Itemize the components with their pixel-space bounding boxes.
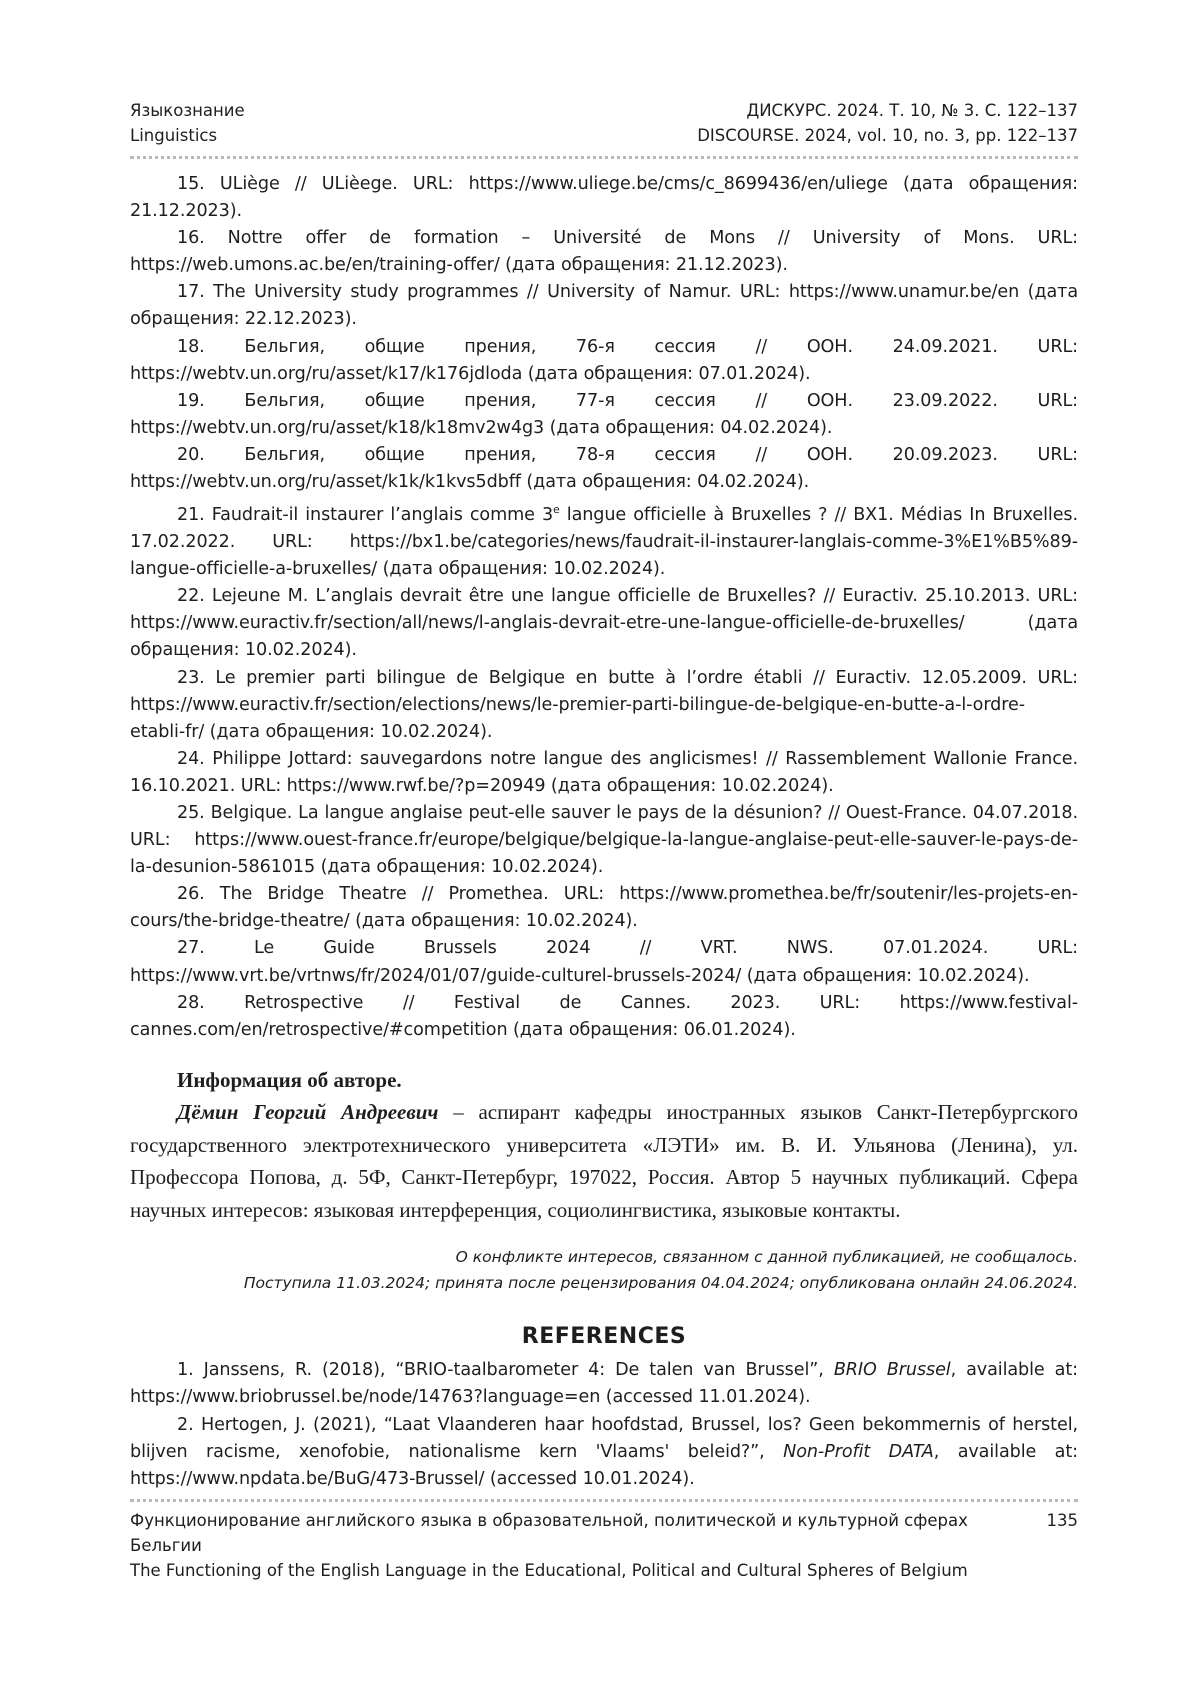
journal-citation-ru: ДИСКУРС. 2024. Т. 10, № 3. С. 122–137 (746, 101, 1078, 120)
reference-item: 18. Бельгия, общие прения, 76-я сессия // ООН. 24.09.2021. URL: https://webtv.un.org/ru/asset/k17/k176jdloda (дата обращения: 07.01.2024). (130, 336, 1078, 384)
page-number: 135 (1046, 1510, 1078, 1530)
reference-item: 24. Philippe Jottard: sauvegardons notre langue des anglicismes! // Rassemblement Wallonie France. 16.10.2021. URL: https://www.rwf.be/?p=20949 (дата обращения: 10.02.2024). (130, 748, 1078, 796)
header-divider (130, 156, 1078, 159)
reference-item: 26. The Bridge Theatre // Promethea. URL: https://www.promethea.be/fr/soutenir/les-projets-en-cours/the-bridge-theatre/ (дата обращения: 10.02.2024). (130, 884, 1078, 932)
publication-dates: Поступила 11.03.2024; принята после рецензирования 04.04.2024; опубликована онлайн 24.06.2024. (243, 1274, 1078, 1293)
publication-meta (130, 1244, 1078, 1296)
journal-page (130, 98, 1078, 1583)
header-left (130, 98, 245, 148)
reference-item (130, 1357, 1078, 1411)
author-info-heading: Информация об авторе. (177, 1067, 402, 1092)
conflict-of-interest: О конфликте интересов, связанном с данной публикацией, не сообщалось. (455, 1248, 1078, 1267)
references-english (130, 1357, 1078, 1492)
header-right (697, 98, 1078, 148)
reference-item: 20. Бельгия, общие прения, 78-я сессия // ООН. 20.09.2023. URL: https://webtv.un.org/ru/asset/k1k/k1kvs5dbff (дата обращения: 04.02.2024). (130, 444, 1078, 493)
author-description: – аспирант кафедры иностранных языков Санкт-Петербургского государственного электротехнического университета «ЛЭТИ» им. В. И. Ульянова (Ленина), ул. Профессора Попова, д. 5Ф, Санкт-Петербург, 197022, Россия. Автор 5 научных публикаций. Сфера научных интересов: языковая интерференция, социолингвистика, языковые контакты. (130, 1100, 1078, 1222)
section-name-en: Linguistics (130, 126, 218, 145)
author-name: Дёмин Георгий Андреевич (177, 1100, 439, 1125)
reference-item: 27. Le Guide Brussels 2024 // VRT. NWS. 07.01.2024. URL: https://www.vrt.be/vrtnws/fr/2024/01/07/guide-culturel-brussels-2024/ (дата обращения: 10.02.2024). (130, 938, 1078, 986)
author-info-text (130, 1096, 1078, 1226)
ref-text: 2. Hertogen, J. (2021), “Laat Vlaanderen haar hoofdstad, Brussel, los? Geen bekommernis of herstel, blijven racisme, xenofobie, nationalisme kern 'Vlaams' beleid?”, (130, 1414, 1078, 1462)
ref-text: 21. Faudrait-il instaurer l’anglais comme 3 (177, 504, 554, 525)
ref-text: , available at: https://www.briobrussel.be/node/14763?language=en (accessed 11.01.2024). (130, 1360, 1078, 1408)
reference-item: 19. Бельгия, общие прения, 77-я сессия // ООН. 23.09.2022. URL: https://webtv.un.org/ru/asset/k18/k18mv2w4g3 (дата обращения: 04.02.2024). (130, 390, 1078, 438)
ref-source: BRIO Brussel (833, 1360, 951, 1381)
reference-item: 16. Nottre offer de formation – Université de Mons // University of Mons. URL: https://web.umons.ac.be/en/training-offer/ (дата обращения: 21.12.2023). (130, 228, 1078, 276)
footer-titles (130, 1508, 1038, 1583)
reference-item (130, 496, 1078, 583)
reference-list (130, 171, 1078, 1044)
reference-item (130, 1412, 1078, 1493)
ref-text: , available at: https://www.npdata.be/BuG/473-Brussel/ (accessed 10.01.2024). (130, 1441, 1078, 1489)
reference-item: 25. Belgique. La langue anglaise peut-elle sauver le pays de la désunion? // Ouest-France. 04.07.2018. URL: https://www.ouest-france.fr/europe/belgique/belgique-la-langue-anglaise-peut-elle-sauver-le-pays-de-la-desunion-5861015 (дата обращения: 10.02.2024). (130, 803, 1078, 878)
ref-source: Non-Profit DATA (783, 1441, 934, 1462)
reference-item: 23. Le premier parti bilingue de Belgique en butte à l’ordre établi // Euractiv. 12.05.2009. URL: https://www.euractiv.fr/section/elections/news/le-premier-parti-bilingue-de-belgique-en-butte-a-l-ordre-etabli-fr/ (дата обращения: 10.02.2024). (130, 667, 1078, 742)
reference-item: 15. ULiège // ULièege. URL: https://www.uliege.be/cms/c_8699436/en/uliege (дата обращения: 21.12.2023). (130, 174, 1078, 222)
running-footer (130, 1508, 1078, 1583)
reference-item: 22. Lejeune M. L’anglais devrait être une langue officielle de Bruxelles? // Euractiv. 25.10.2013. URL: https://www.euractiv.fr/section/all/news/l-anglais-devrait-etre-une-langue-officielle-de-bruxelles/ (дата обращения: 10.02.2024). (130, 586, 1078, 661)
article-title-en: The Functioning of the English Language in the Educational, Political and Cultural Spheres of Belgium (130, 1560, 968, 1580)
ref-text: langue officielle à Bruxelles ? // BX1. Médias In Bruxelles. 17.02.2022. URL: https://bx1.be/categories/news/faudrait-il-instaurer-langlais-comme-3%E1%B5%89-langue-officielle-a-bruxelles/ (дата обращения: 10.02.2024). (130, 504, 1078, 580)
section-name-ru: Языкознание (130, 101, 245, 120)
ref-text: 1. Janssens, R. (2018), “BRIO-taalbarometer 4: De talen van Brussel”, (177, 1360, 834, 1381)
footer-divider (130, 1499, 1078, 1502)
ref-superscript: e (553, 503, 560, 517)
article-title-ru: Функционирование английского языка в образовательной, политической и культурной сферах Бельгии (130, 1510, 968, 1555)
running-header (130, 98, 1078, 148)
author-info (130, 1064, 1078, 1227)
references-heading: REFERENCES (521, 1324, 687, 1350)
journal-citation-en: DISCOURSE. 2024, vol. 10, no. 3, pp. 122–137 (697, 126, 1078, 145)
reference-item: 28. Retrospective // Festival de Cannes. 2023. URL: https://www.festival-cannes.com/en/retrospective/#competition (дата обращения: 06.01.2024). (130, 992, 1078, 1040)
reference-item: 17. The University study programmes // University of Namur. URL: https://www.unamur.be/en (дата обращения: 22.12.2023). (130, 282, 1078, 330)
